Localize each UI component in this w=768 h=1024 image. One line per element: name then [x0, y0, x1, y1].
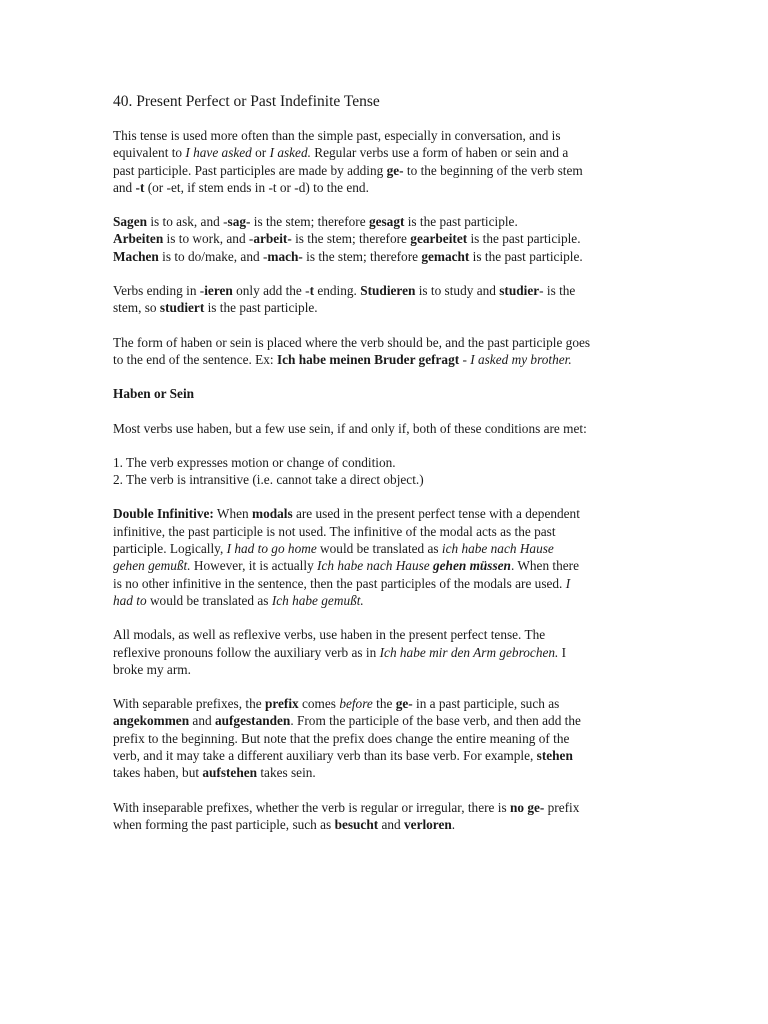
- paragraph: [113, 454, 658, 489]
- bold-text: angekommen: [113, 713, 190, 729]
- italic-text: I have asked: [185, 145, 252, 161]
- italic-text: before: [339, 696, 373, 712]
- text-line: [113, 592, 658, 609]
- text-line: [113, 505, 658, 522]
- text-run: This tense is used more often than the simple past, especially in conversation, and is: [113, 128, 561, 143]
- text-run: . From the participle of the base verb, and then add the: [290, 713, 581, 729]
- text-line: [113, 540, 658, 557]
- text-line: [113, 626, 658, 643]
- italic-text: Ich habe gemußt.: [271, 592, 364, 608]
- bold-text: besucht: [334, 816, 379, 832]
- text-run: reflexive pronouns follow the auxiliary verb as in: [113, 644, 380, 660]
- text-line: [113, 747, 658, 764]
- paragraph: [113, 505, 658, 609]
- bold-text: ge-: [386, 162, 404, 178]
- text-run: The form of haben or sein is placed where the verb should be, and the past participle goes: [113, 334, 591, 350]
- text-run: Most verbs use haben, but a few use sein, if and only if, both of these conditions are met:: [113, 420, 587, 436]
- text-line: [113, 213, 658, 230]
- text-run: or: [251, 145, 270, 161]
- text-run: prefix to the beginning. But note that the prefix does change the entire meaning of the: [113, 730, 570, 746]
- bold-text: Haben or Sein: [113, 386, 195, 402]
- document-body: [113, 127, 658, 833]
- bold-text: Ich habe meinen Bruder gefragt: [276, 351, 460, 367]
- text-line: [113, 575, 658, 592]
- text-line: [113, 712, 658, 729]
- text-run: is to ask, and -: [147, 214, 228, 230]
- text-line: [113, 471, 658, 488]
- text-run: takes sein.: [257, 765, 316, 781]
- paragraph: [113, 626, 658, 678]
- italic-text: I: [565, 575, 571, 591]
- bold-text: aufstehen: [202, 765, 258, 781]
- text-run: 1. The verb expresses motion or change of condition.: [113, 454, 396, 470]
- text-run: verb, and it may take a different auxiliary verb than its base verb. For example,: [113, 748, 537, 764]
- text-run: is the stem; therefore: [250, 214, 369, 230]
- italic-text: I asked my brother.: [470, 351, 572, 367]
- paragraph: [113, 213, 658, 265]
- text-line: [113, 162, 658, 179]
- text-line: [113, 144, 658, 161]
- text-run: . When there: [510, 558, 580, 574]
- text-run: when forming the past participle, such as: [113, 816, 335, 832]
- text-run: broke my arm.: [113, 661, 191, 677]
- text-run: (or -et, if stem ends in -t or -d) to the end.: [144, 179, 369, 195]
- paragraph: [113, 385, 658, 402]
- text-line: [113, 644, 658, 661]
- text-run: - is the: [539, 283, 576, 299]
- bold-text: gesagt: [368, 214, 405, 230]
- paragraph: [113, 282, 658, 317]
- text-run: past participle. Past participles are made by adding: [113, 162, 387, 178]
- bold-text: verloren: [404, 816, 452, 832]
- text-run: participle. Logically,: [113, 541, 227, 557]
- page-title: 40. Present Perfect or Past Indefinite Tense: [113, 93, 380, 110]
- text-line: [113, 179, 658, 196]
- italic-text: I asked.: [269, 145, 311, 161]
- text-run: Regular verbs use a form of haben or sein and a: [310, 145, 569, 161]
- bold-text: Sagen: [113, 214, 147, 230]
- bold-text: t: [309, 283, 315, 299]
- bold-text: modals: [252, 506, 293, 522]
- text-run: However, it is actually: [190, 558, 318, 574]
- text-run: is the past participle.: [467, 231, 581, 247]
- text-line: [113, 695, 658, 712]
- text-line: [113, 248, 658, 265]
- text-line: [113, 127, 658, 144]
- bold-text: Machen: [113, 248, 159, 264]
- text-run: is the past participle.: [204, 300, 318, 316]
- text-run: 2. The verb is intransitive (i.e. cannot take a direct object.): [113, 472, 424, 488]
- bold-text: studiert: [159, 300, 205, 316]
- text-line: [113, 334, 658, 351]
- text-run: -: [459, 351, 471, 367]
- text-line: [113, 661, 658, 678]
- bold-text: studier: [499, 283, 540, 299]
- text-run: equivalent to: [113, 145, 186, 161]
- bold-text: gearbeitet: [410, 231, 468, 247]
- text-line: [113, 351, 658, 368]
- text-run: .: [451, 816, 456, 832]
- paragraph: [113, 420, 658, 437]
- text-run: and: [113, 179, 136, 195]
- bold-text: stehen: [536, 748, 573, 764]
- italic-text: gehen gemußt.: [113, 558, 191, 574]
- paragraph: [113, 127, 658, 196]
- bold-text: Arbeiten: [113, 231, 164, 247]
- text-line: [113, 420, 658, 437]
- text-run: ending.: [314, 283, 361, 299]
- bold-text: ge-: [395, 696, 413, 712]
- paragraph: [113, 334, 658, 369]
- bold-text: arbeit-: [253, 231, 292, 247]
- text-run: is the past participle.: [404, 214, 518, 230]
- text-run: and: [378, 816, 405, 832]
- italic-text: ich habe nach Hause: [441, 541, 554, 557]
- text-line: [113, 282, 658, 299]
- text-run: only add the -: [232, 283, 310, 299]
- text-line: [113, 230, 658, 247]
- text-line: [113, 454, 658, 471]
- paragraph: [113, 695, 658, 781]
- bold-text: ieren: [204, 283, 233, 299]
- text-line: [113, 385, 658, 402]
- text-run: the: [372, 696, 396, 712]
- bold-text: Double Infinitive:: [113, 506, 214, 522]
- text-run: When: [213, 506, 253, 522]
- text-run: comes: [298, 696, 340, 712]
- text-run: in a past participle, such as: [412, 696, 560, 712]
- text-line: [113, 730, 658, 747]
- text-run: stem, so: [113, 300, 160, 316]
- text-line: [113, 764, 658, 781]
- text-line: [113, 523, 658, 540]
- text-run: is the past participle.: [469, 248, 583, 264]
- italic-text: Ich habe mir den Arm gebrochen.: [379, 644, 559, 660]
- italic-text: I had to go home: [226, 541, 317, 557]
- bold-text: mach-: [267, 248, 303, 264]
- text-run: is no other infinitive in the sentence, then the past participles of the modals are used.: [113, 575, 566, 591]
- bold-text: Studieren: [360, 283, 416, 299]
- text-run: prefix: [544, 799, 580, 815]
- text-run: is the stem; therefore: [302, 248, 422, 264]
- text-line: [113, 299, 658, 316]
- document-page: [113, 92, 658, 850]
- text-line: [113, 816, 658, 833]
- text-run: would be translated as: [316, 541, 442, 557]
- bold-text: no ge-: [509, 799, 545, 815]
- text-run: With inseparable prefixes, whether the verb is regular or irregular, there is: [113, 799, 510, 815]
- text-run: would be translated as: [146, 592, 272, 608]
- bold-text: prefix: [264, 696, 299, 712]
- text-run: is to study and: [415, 283, 500, 299]
- text-run: to the beginning of the verb stem: [403, 162, 583, 178]
- text-run: to the end of the sentence. Ex:: [113, 351, 277, 367]
- text-run: With separable prefixes, the: [113, 696, 265, 712]
- text-run: is to work, and -: [163, 231, 254, 247]
- bold-text: gehen müssen: [433, 558, 511, 574]
- text-run: I: [558, 644, 567, 660]
- text-run: All modals, as well as reflexive verbs, use haben in the present perfect tense. The: [113, 627, 546, 643]
- italic-text: Ich habe nach Hause: [317, 558, 433, 574]
- text-run: takes haben, but: [113, 765, 203, 781]
- text-run: is the stem; therefore: [291, 231, 411, 247]
- bold-text: -t: [135, 179, 145, 195]
- text-line: [113, 557, 658, 574]
- text-run: are used in the present perfect tense with a dependent: [292, 506, 580, 522]
- bold-text: sag-: [227, 214, 251, 230]
- text-run: is to do/make, and -: [158, 248, 268, 264]
- text-run: Verbs ending in -: [113, 283, 205, 299]
- text-line: [113, 799, 658, 816]
- bold-text: gemacht: [421, 248, 470, 264]
- bold-text: aufgestanden: [214, 713, 291, 729]
- text-run: infinitive, the past participle is not used. The infinitive of the modal acts as the past: [113, 523, 556, 539]
- italic-text: had to: [113, 592, 147, 608]
- text-run: and: [189, 713, 215, 729]
- paragraph: [113, 799, 658, 834]
